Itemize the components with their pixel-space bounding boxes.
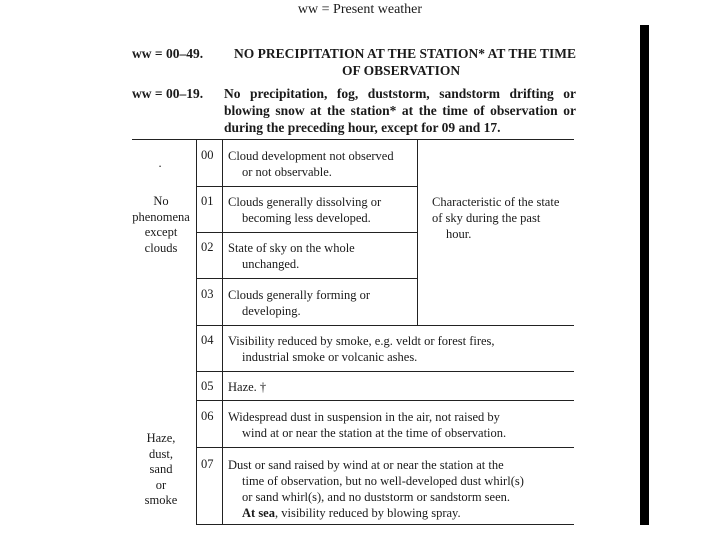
row-line: unchanged.	[242, 257, 300, 271]
row-line: industrial smoke or volcanic ashes.	[242, 350, 418, 364]
group-label-line: except	[144, 225, 178, 239]
at-sea-text: , visibility reduced by blowing spray.	[274, 506, 461, 520]
group-label-line: Haze,	[146, 431, 176, 445]
row-description	[228, 409, 506, 441]
group-label	[126, 431, 196, 509]
note-line: of sky during the past	[432, 211, 541, 225]
row-code: 04	[201, 333, 214, 347]
group-label-line: dust,	[149, 446, 173, 461]
page-title: ww = Present weather	[297, 2, 423, 17]
row-rule	[196, 325, 574, 326]
section-heading-line: No precipitation, fog, duststorm, sandstorm drifting or	[224, 86, 576, 101]
row-rule	[196, 278, 417, 279]
row-line: becoming less developed.	[242, 211, 371, 225]
group-label-line: or	[155, 477, 167, 492]
row-description	[228, 457, 524, 521]
row-rule	[196, 447, 574, 448]
row-line: or not observable.	[242, 165, 332, 179]
note-line: Characteristic of the state	[432, 195, 560, 209]
table-top-rule	[132, 139, 574, 140]
row-line	[228, 505, 524, 521]
group-label-line: clouds	[144, 240, 178, 255]
group-label-line: sand	[149, 462, 173, 476]
row-line: Clouds generally dissolving or	[228, 195, 382, 209]
table-divider	[196, 139, 197, 525]
section-heading-line: during the preceding hour, except for 09 and 17.	[224, 120, 501, 135]
row-rule	[196, 232, 417, 233]
section-heading-line: OF OBSERVATION	[342, 63, 461, 78]
row-description	[228, 379, 266, 395]
row-code: 06	[201, 409, 214, 423]
section-heading-line: blowing snow at the station* at the time of observation or	[224, 103, 576, 118]
row-line: time of observation, but no well-developed dust whirl(s)	[242, 474, 524, 488]
row-code: 03	[201, 287, 214, 301]
row-rule	[196, 186, 417, 187]
row-description	[228, 148, 394, 180]
row-code: 01	[201, 194, 214, 208]
group-label-line: phenomena	[132, 209, 190, 224]
row-line: developing.	[242, 304, 301, 318]
group-label-line: smoke	[144, 493, 178, 507]
row-description	[228, 333, 495, 365]
row-description	[228, 240, 355, 272]
row-line: Cloud development not observed	[228, 149, 394, 163]
table-divider	[417, 139, 418, 325]
row-line: wind at or near the station at the time of observation.	[242, 426, 507, 440]
row-description	[228, 194, 381, 226]
at-sea-label: At sea	[242, 506, 275, 520]
section-code: ww = 00–19.	[132, 86, 204, 101]
group-label	[126, 194, 196, 256]
row-line: Haze. †	[228, 380, 267, 394]
row-description	[228, 287, 370, 319]
section-heading-line: NO PRECIPITATION AT THE STATION* AT THE TIME	[234, 46, 576, 61]
section-code: ww = 00–49.	[132, 46, 204, 61]
row-code: 07	[201, 457, 214, 471]
scan-edge-bar	[640, 25, 649, 525]
row-line: Clouds generally forming or	[228, 288, 370, 302]
row-rule	[196, 400, 574, 401]
row-rule	[196, 371, 574, 372]
row-line: Dust or sand raised by wind at or near the station at the	[228, 458, 504, 472]
shared-note	[432, 194, 582, 242]
row-line: State of sky on the whole	[228, 241, 355, 255]
row-code: 05	[201, 379, 214, 393]
row-line: Visibility reduced by smoke, e.g. veldt or forest fires,	[228, 334, 495, 348]
table-divider	[222, 139, 223, 525]
row-line: or sand whirl(s), and no duststorm or sandstorm seen.	[242, 490, 511, 504]
row-rule	[196, 524, 574, 525]
row-line: Widespread dust in suspension in the air, not raised by	[228, 410, 500, 424]
group-label-line: No	[153, 194, 169, 208]
row-code: 02	[201, 240, 214, 254]
note-line: hour.	[446, 227, 472, 241]
group-dot: .	[158, 156, 162, 170]
row-code: 00	[201, 148, 214, 162]
